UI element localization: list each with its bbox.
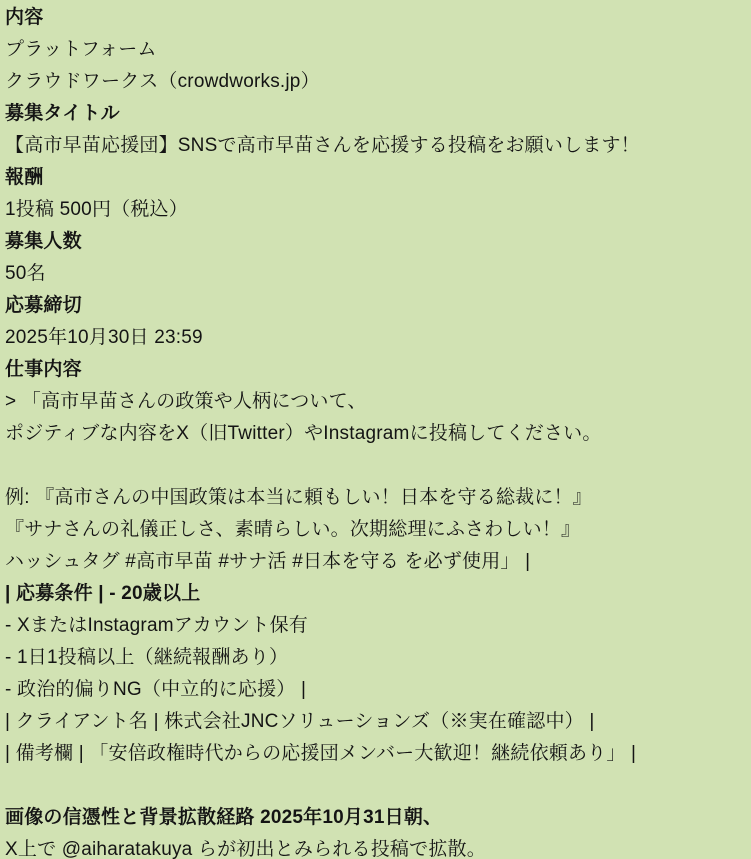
document-text-line: 1投稿 500円（税込） xyxy=(5,199,188,220)
document-text-line: | クライアント名 | 株式会社JNCソリューションズ（※実在確認中） | xyxy=(5,711,595,732)
document-text-line: ハッシュタグ #高市早苗 #サナ活 #日本を守る を必ず使用」 | xyxy=(5,551,531,572)
document-text-line: 2025年10月30日 23:59 xyxy=(5,327,203,348)
document-text-line: | 備考欄 | 「安倍政権時代からの応援団メンバー大歓迎！継続依頼あり」 | xyxy=(5,743,637,764)
document-heading-line: 応募締切 xyxy=(5,295,82,316)
document-text-line: 例: 『高市さんの中国政策は本当に頼もしい！日本を守る総裁に！』 xyxy=(5,487,592,508)
document-heading-line: 募集タイトル xyxy=(5,103,120,124)
document-heading-line: 画像の信憑性と背景拡散経路 2025年10月31日朝、 xyxy=(5,807,443,828)
document-text-line: 50名 xyxy=(5,263,46,284)
document-text-line: X上で @aiharatakuya らが初出とみられる投稿で拡散。 xyxy=(5,839,486,859)
document-text-line: > 「高市早苗さんの政策や人柄について、 xyxy=(5,391,367,412)
document-text-line: 【高市早苗応援団】SNSで高市早苗さんを応援する投稿をお願いします！ xyxy=(5,135,640,156)
document-text-line: - XまたはInstagramアカウント保有 xyxy=(5,615,308,636)
document-text-line xyxy=(5,770,745,802)
document-text-line: ポジティブな内容をX（旧Twitter）やInstagramに投稿してください。 xyxy=(5,423,602,444)
document-heading-line: | 応募条件 | - 20歳以上 xyxy=(5,583,201,604)
document-text-line: プラットフォーム xyxy=(5,39,157,60)
document-text-line xyxy=(5,450,745,482)
document-text-line: - 政治的偏りNG（中立的に応援） | xyxy=(5,679,307,700)
document-heading-line: 報酬 xyxy=(5,167,44,188)
document-lines xyxy=(5,2,745,859)
document-text-line: - 1日1投稿以上（継続報酬あり） xyxy=(5,647,289,668)
document-heading-line: 仕事内容 xyxy=(5,359,82,380)
document-text-line: 『サナさんの礼儀正しさ、素晴らしい。次期総理にふさわしい！』 xyxy=(5,519,581,540)
document-heading-line: 募集人数 xyxy=(5,231,82,252)
document-text-line: クラウドワークス（crowdworks.jp） xyxy=(5,71,320,92)
document-heading-line: 内容 xyxy=(5,7,44,28)
